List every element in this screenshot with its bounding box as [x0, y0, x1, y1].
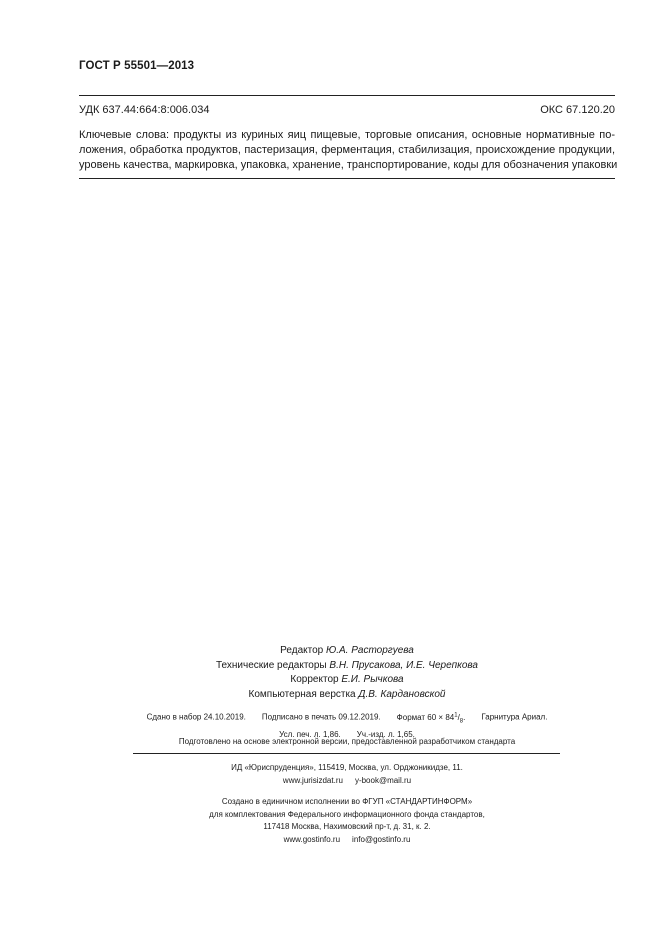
keywords-line-1: Ключевые слова: продукты из куриных яиц пищевые, торговые описания, основные нормативные по-: [79, 129, 615, 141]
layout-line: [180, 688, 514, 703]
typeface: Гарнитура Ариал.: [481, 712, 548, 722]
publisher-address: ИД «Юриспруденция», 115419, Москва, ул. Орджоникидзе, 11.: [231, 763, 463, 772]
producer-line-2: для комплектования Федерального информационного фонда стандартов,: [209, 809, 485, 819]
signed-date: Подписано в печать 09.12.2019.: [261, 712, 381, 722]
colophon-divider: [133, 753, 560, 754]
tech-editors-label: Технические редакторы: [215, 659, 327, 671]
top-divider: [79, 95, 615, 96]
publisher-contacts: [160, 775, 534, 788]
producer-line-1: Создано в единичном исполнении во ФГУП «СТАНДАРТИНФОРМ»: [221, 797, 473, 806]
submitted-date: Сдано в набор 24.10.2019.: [146, 712, 246, 722]
keywords-block: [79, 128, 618, 173]
prepared-note: Подготовлено на основе электронной версии, предоставленной разработчиком стандарта: [178, 737, 516, 746]
proofreader-line: [180, 673, 514, 688]
publisher-site: www.jurisizdat.ru: [282, 775, 343, 785]
oks-code: ОКС 67.120.20: [540, 104, 615, 116]
udc-code: УДК 637.44:664:8:006.034: [79, 104, 210, 116]
producer-email: info@gostinfo.ru: [352, 834, 411, 844]
publish-sheets: Уч.-изд. л. 1,65.: [356, 730, 415, 740]
editor-line: [180, 644, 514, 659]
producer-contacts: [150, 834, 544, 847]
paper-format: Формат $60 \times 84^1/_8$.: [396, 712, 466, 725]
producer-address: 117418 Москва, Нахимовский пр-т, д. 31, к. 2.: [263, 822, 431, 831]
standard-designation: ГОСТ Р 55501—2013: [79, 60, 195, 72]
publisher-block: [160, 762, 534, 787]
producer-site: www.gostinfo.ru: [283, 834, 341, 844]
keywords-divider: [79, 178, 615, 179]
keywords-line-3: уровень качества, маркировка, упаковка, хранение, транспортирование, коды для обозначения упаковки: [79, 159, 618, 171]
layout-name: Д.В. Кардановской: [358, 688, 446, 700]
publisher-email: y-book@mail.ru: [354, 775, 412, 785]
tech-editors-line: [180, 659, 514, 674]
classification-row: [79, 104, 615, 116]
editor-label: Редактор: [280, 645, 324, 656]
print-sheets: Усл. печ. л. 1,86.: [279, 730, 341, 740]
editor-name: Ю.А. Расторгуева: [325, 645, 414, 656]
layout-label: Компьютерная верстка: [248, 688, 356, 700]
credits-block: [180, 644, 514, 702]
print-details-line-1: [120, 708, 574, 728]
keywords-line-2: ложения, обработка продуктов, пастеризация, ферментация, стабилизация, происхождение продукции,: [79, 144, 615, 156]
producer-block: [150, 796, 544, 846]
proofreader-label: Корректор: [290, 674, 339, 685]
proofreader-name: Е.И. Рычкова: [341, 674, 404, 685]
tech-editors-names: В.Н. Прусакова, И.Е. Черепкова: [329, 659, 478, 671]
